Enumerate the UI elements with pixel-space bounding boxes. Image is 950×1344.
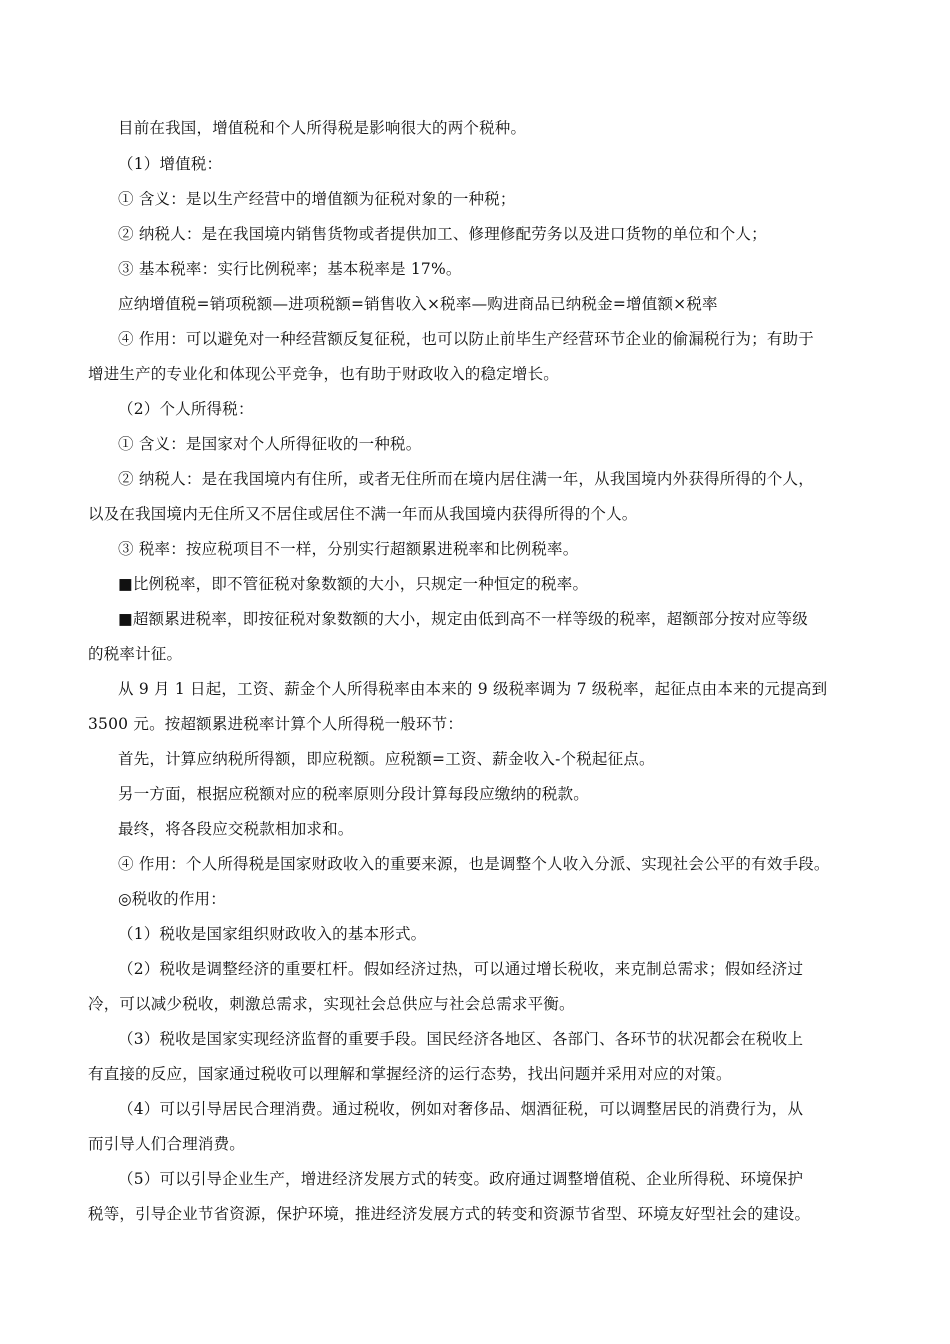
vat-rate: ③ 基本税率：实行比例税率；基本税率是 17%。 [118, 260, 462, 278]
tax-role-1: （1）税收是国家组织财政收入的基本形式。 [118, 925, 427, 943]
tax-role-2-line-2: 冷，可以减少税收，刺激总需求，实现社会总供应与社会总需求平衡。 [88, 995, 575, 1013]
tax-role-5-line-2: 税等，引导企业节省资源，保护环境，推进经济发展方式的转变和资源节省型、环境友好型社会的建设。 [88, 1205, 811, 1223]
section-vat-heading: （1）增值税： [118, 155, 223, 173]
vat-function-line-2: 增进生产的专业化和体现公平竞争，也有助于财政收入的稳定增长。 [88, 365, 560, 383]
income-tax-taxpayer-line-1: ② 纳税人：是在我国境内有住所，或者无住所而在境内居住满一年，从我国境内外获得所得的个人， [118, 470, 814, 488]
income-tax-taxpayer-line-2: 以及在我国境内无住所又不居住或居住不满一年而从我国境内获得所得的个人。 [88, 505, 638, 523]
tax-role-5-line-1: （5）可以引导企业生产，增进经济发展方式的转变。政府通过调整增值税、企业所得税、环境保护 [118, 1170, 804, 1188]
threshold-change-line-1: 从 9 月 1 日起，工资、薪金个人所得税率由本来的 9 级税率调为 7 级税率，起征点由本来的元提高到 [118, 680, 828, 698]
vat-definition: ① 含义：是以生产经营中的增值额为征税对象的一种税； [118, 190, 516, 208]
income-tax-rate: ③ 税率：按应税项目不一样，分别实行超额累进税率和比例税率。 [118, 540, 579, 558]
tax-role-3-line-2: 有直接的反应，国家通过税收可以理解和掌握经济的运行态势，找出问题并采用对应的对策。 [88, 1065, 732, 1083]
vat-taxpayer: ② 纳税人：是在我国境内销售货物或者提供加工、修理修配劳务以及进口货物的单位和个人； [118, 225, 767, 243]
section-income-tax-heading: （2）个人所得税： [118, 400, 254, 418]
tax-role-3-line-1: （3）税收是国家实现经济监督的重要手段。国民经济各地区、各部门、各环节的状况都会在税收上 [118, 1030, 804, 1048]
calc-step-final: 最终，将各段应交税款相加求和。 [118, 820, 354, 838]
income-tax-function: ④ 作用：个人所得税是国家财政收入的重要来源，也是调整个人收入分派、实现社会公平的有效手段。 [118, 855, 830, 873]
tax-role-4-line-2: 而引导人们合理消费。 [88, 1135, 246, 1153]
paragraph-intro: 目前在我国，增值税和个人所得税是影响很大的两个税种。 [118, 119, 527, 137]
threshold-change-line-2: 3500 元。按超额累进税率计算个人所得税一般环节： [88, 715, 464, 733]
tax-role-2-line-1: （2）税收是调整经济的重要杠杆。假如经济过热，可以通过增长税收，来克制总需求；假如经济过 [118, 960, 804, 978]
progressive-rate-line-2: 的税率计征。 [88, 645, 183, 663]
income-tax-definition: ① 含义：是国家对个人所得征收的一种税。 [118, 435, 422, 453]
vat-formula: 应纳增值税=销项税额—进项税额=销售收入×税率—购进商品已纳税金=增值额×税率 [118, 295, 718, 313]
vat-function-line-1: ④ 作用：可以避免对一种经营额反复征税，也可以防止前毕生产经营环节企业的偷漏税行为；有助于 [118, 330, 814, 348]
proportional-rate: ■比例税率，即不管征税对象数额的大小，只规定一种恒定的税率。 [118, 575, 589, 593]
tax-role-4-line-1: （4）可以引导居民合理消费。通过税收，例如对奢侈品、烟酒征税，可以调整居民的消费行为，从 [118, 1100, 804, 1118]
progressive-rate-line-1: ■超额累进税率，即按征税对象数额的大小，规定由低到高不一样等级的税率，超额部分按对应等级 [118, 610, 808, 628]
calc-step-first: 首先，计算应纳税所得额，即应税额。应税额=工资、薪金收入-个税起征点。 [118, 750, 655, 768]
calc-step-second: 另一方面，根据应税额对应的税率原则分段计算每段应缴纳的税款。 [118, 785, 590, 803]
section-tax-role-heading: ◎税收的作用： [118, 890, 226, 908]
